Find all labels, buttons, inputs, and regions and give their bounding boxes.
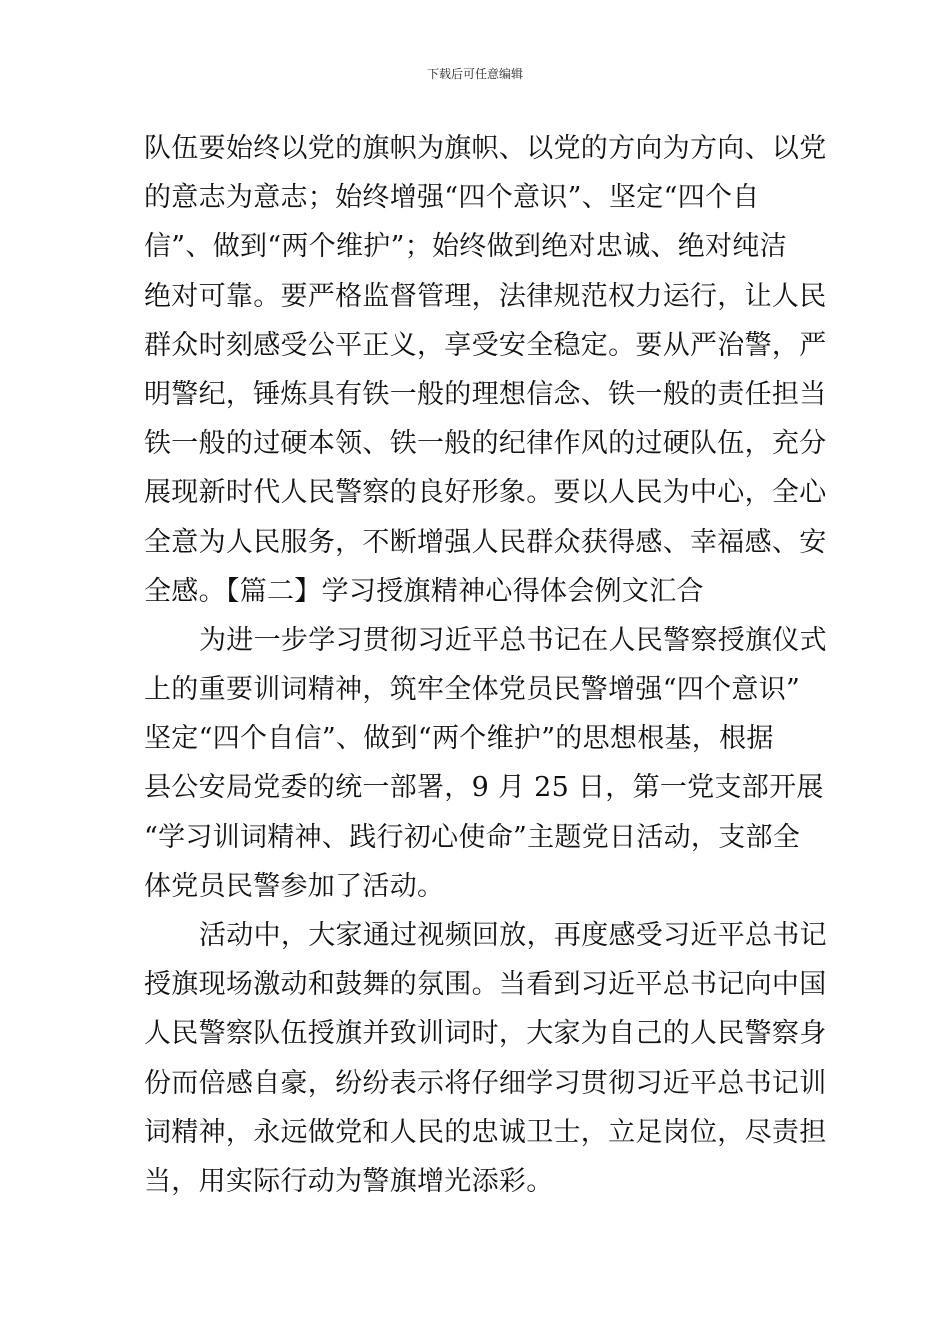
- text-line: 的意志为意志；始终增强“四个意识”、坚定“四个自: [144, 182, 760, 214]
- text-line: “学习训词精神、践行初心使命”主题党日活动，支部全: [144, 821, 801, 853]
- text-line: 体党员民警参加了活动。: [144, 870, 445, 902]
- paragraph-3: [144, 911, 827, 1206]
- text-line: 信”、做到“两个维护”；始终做到绝对忠诚、绝对纯洁: [144, 231, 787, 263]
- text-line: 份而倍感自豪，纷纷表示将仔细学习贯彻习近平总书记训: [144, 1067, 827, 1099]
- paragraph-2: [144, 616, 827, 911]
- text-line: 全意为人民服务，不断增强人民群众获得感、幸福感、安: [144, 526, 827, 558]
- text-line: 人民警察队伍授旗并致训词时，大家为自己的人民警察身: [144, 1018, 827, 1050]
- text-line: 队伍要始终以党的旗帜为旗帜、以党的方向为方向、以党: [144, 133, 827, 164]
- text-line: 为进一步学习贯彻习近平总书记在人民警察授旗仪式: [199, 624, 827, 656]
- text-line: 明警纪，锤炼具有铁一般的理想信念、铁一般的责任担当: [144, 378, 827, 410]
- text-line: 县公安局党委的统一部署，9 月 25 日，第一党支部开展: [144, 772, 824, 804]
- text-line: 上的重要训词精神，筑牢全体党员民警增强“四个意识”: [144, 674, 801, 706]
- paragraph-1: [144, 124, 827, 616]
- text-line: 授旗现场激动和鼓舞的氛围。当看到习近平总书记向中国: [144, 969, 827, 1001]
- text-line: 群众时刻感受公平正义，享受安全稳定。要从严治警，严: [144, 329, 827, 361]
- text-line: 绝对可靠。要严格监督管理，法律规范权力运行，让人民: [144, 280, 827, 312]
- text-line: 词精神，永远做党和人民的忠诚卫士，立足岗位，尽责担: [144, 1116, 827, 1148]
- document-body: [144, 124, 827, 1206]
- section-heading-line: 全感。【篇二】学习授旗精神心得体会例文汇合: [144, 575, 704, 607]
- text-line: 铁一般的过硬本领、铁一般的纪律作风的过硬队伍，充分: [144, 428, 827, 460]
- text-line: 展现新时代人民警察的良好形象。要以人民为中心，全心: [144, 477, 827, 509]
- text-line: 活动中，大家通过视频回放，再度感受习近平总书记: [199, 920, 827, 951]
- text-line: 当，用实际行动为警旗增光添彩。: [144, 1165, 554, 1197]
- text-line: 坚定“四个自信”、做到“两个维护”的思想根基，根据: [144, 723, 774, 755]
- header-note: 下载后可任意编辑: [426, 67, 523, 81]
